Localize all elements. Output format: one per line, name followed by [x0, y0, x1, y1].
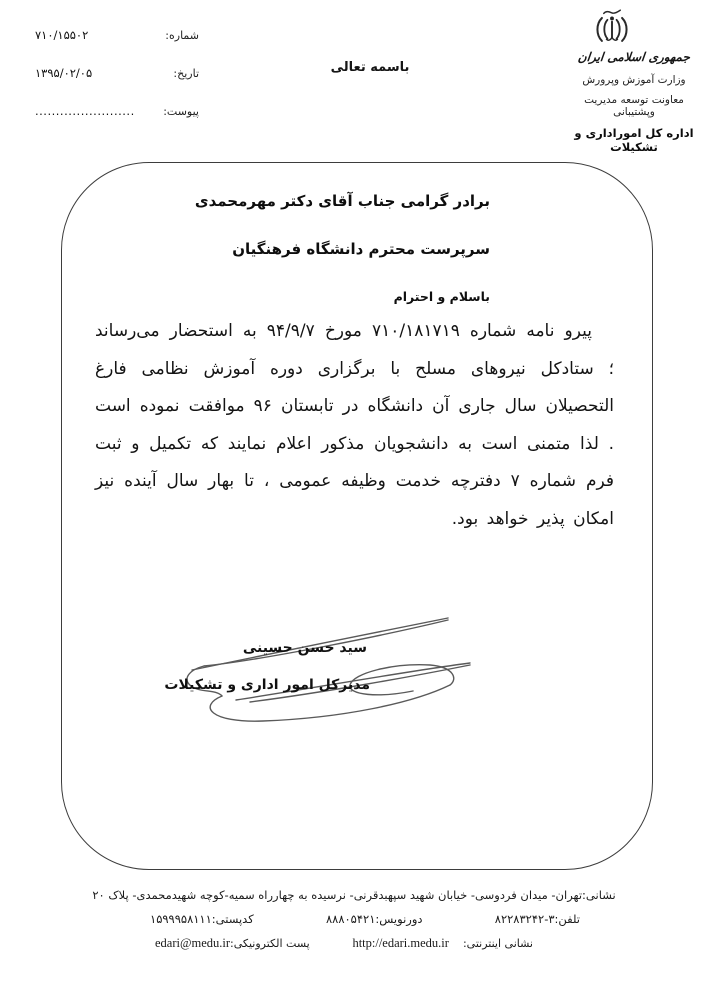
fax-number: دورنویس:۸۸۸۰۵۴۲۱: [325, 912, 423, 926]
handwritten-signature-icon: [158, 603, 488, 738]
phone-number: تلفن:۳-۸۲۲۸۳۲۴۲: [494, 912, 580, 926]
meta-row-attachment: [35, 104, 199, 118]
website-group: [352, 936, 533, 951]
date-label: تاریخ:: [173, 67, 199, 80]
email-label: پست الکترونیکی:: [230, 937, 310, 950]
number-label: شماره:: [165, 29, 199, 42]
ministry-line: وزارت آموزش وپرورش: [582, 74, 686, 86]
attachment-label: پیوست:: [163, 105, 199, 118]
iran-national-emblem-icon: [590, 7, 634, 51]
recipient-name-line: برادر گرامی جناب آقای دکتر مهرمحمدی: [194, 192, 490, 210]
date-value: ۱۳۹۵/۰۲/۰۵: [35, 66, 93, 80]
document-meta: [35, 28, 199, 142]
letter-body-paragraph: پیرو نامه شماره ۷۱۰/۱۸۱۷۱۹ مورخ ۹۴/۹/۷ به استحضار می‌رساند ؛ ستادکل نیروهای مسلح با برگزاری دوره آموزش نظامی فارغ التحصیلان سال جاری آن دانشگاه در تابستان ۹۶ موافقت نموده است . لذا متمنی است به دانشجویان مذکور اعلام نمایند که تکمیل و ثبت فرم شماره ۷ دفترچه خدمت وظیفه عمومی ، تا بهار سال آینده نیز امکان پذیر خواهد بود.: [95, 321, 614, 529]
recipient-title-line: سرپرست محترم دانشگاه فرهنگیان: [232, 240, 490, 258]
deputy-line: معاونت توسعه مدیریت وپشتیبانی: [584, 94, 684, 118]
signer-name: سید حسن حسینی: [242, 640, 367, 656]
email-address: edari@medu.ir: [155, 936, 231, 950]
footer-contacts-line: [150, 912, 580, 926]
country-calligraphy: جمهوری اسلامی ایران: [577, 50, 691, 64]
meta-row-date: [35, 66, 199, 80]
office-line: اداره کل اموراداری و تشکیلات: [574, 126, 694, 154]
postal-code: کدپستی:۱۵۹۹۹۵۸۱۱۱: [150, 912, 254, 926]
number-value: ۷۱۰/۱۵۵۰۲: [35, 28, 89, 42]
footer-address-line: نشانی:تهران- میدان فردوسی- خیابان شهید سپهبدقرنی- نرسیده به چهارراه سمیه-کوچه شهیدمحمدی- پلاک ۲۰: [92, 888, 616, 902]
meta-row-number: [35, 28, 199, 42]
signer-title: مدیرکل امور اداری و تشکیلات: [164, 677, 370, 693]
website-label: نشانی اینترنتی:: [462, 937, 533, 950]
salutation-line: باسلام و احترام: [393, 289, 490, 304]
footer-internet-line: [155, 936, 533, 951]
organization-block: [562, 50, 706, 154]
besmele-heading: باسمه تعالی: [330, 60, 410, 75]
email-group: [155, 936, 310, 951]
website-url: http://edari.medu.ir: [352, 936, 449, 950]
attachment-value: ........................: [35, 104, 135, 118]
